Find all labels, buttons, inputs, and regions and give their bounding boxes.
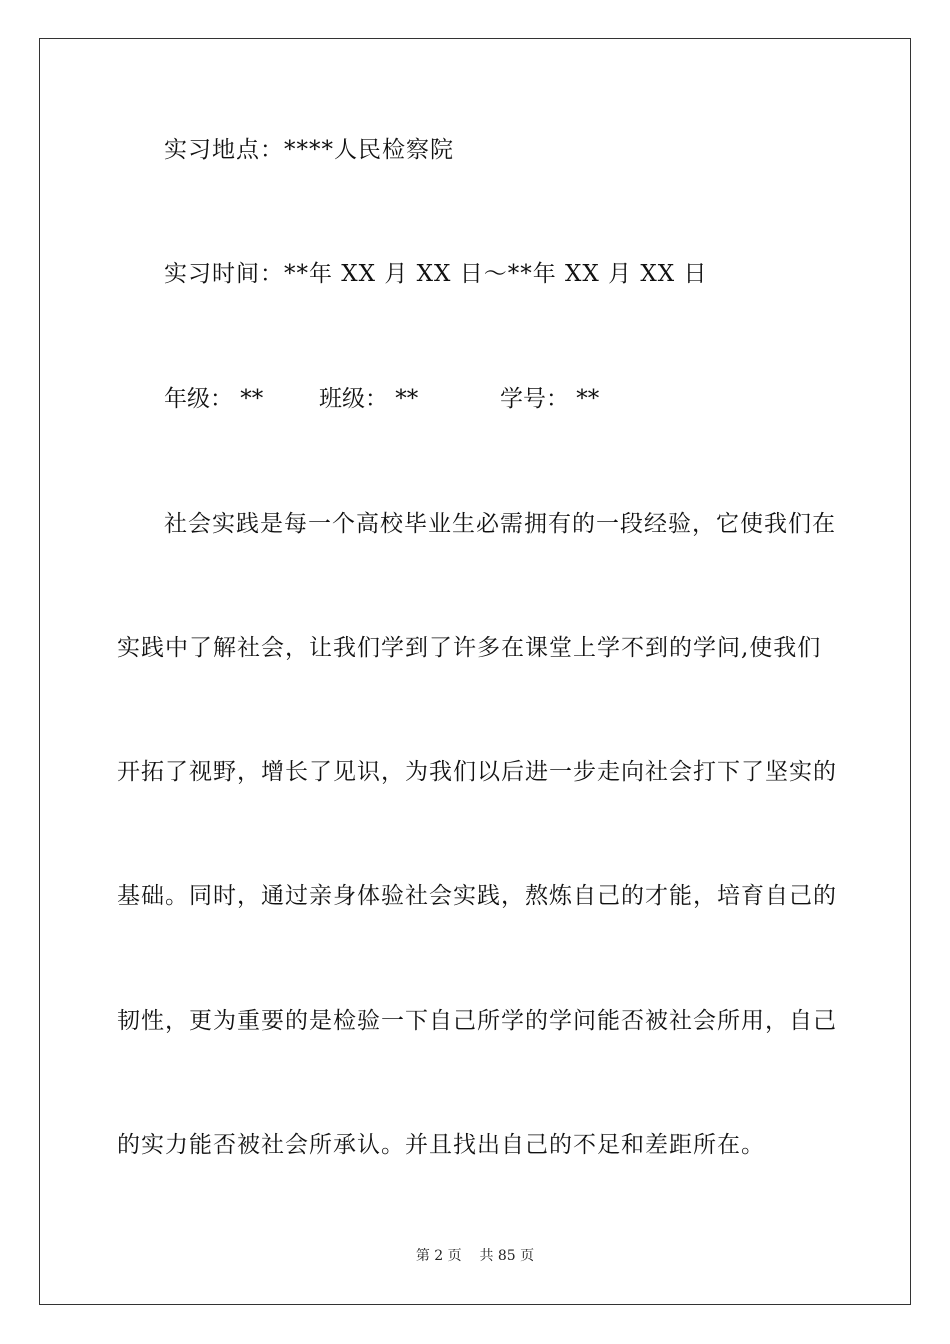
grade-field: 年级： ** xyxy=(164,386,264,412)
internship-location: 实习地点：****人民检察院 xyxy=(164,137,454,163)
page-footer xyxy=(0,1247,950,1265)
paragraph-line: 基础。同时，通过亲身体验社会实践，熬炼自己的才能，培育自己的 xyxy=(117,883,837,909)
page-border xyxy=(39,38,911,1305)
paragraph-line: 实践中了解社会，让我们学到了许多在课堂上学不到的学问,使我们 xyxy=(117,635,822,661)
paragraph-line: 开拓了视野，增长了见识，为我们以后进一步走向社会打下了坚实的 xyxy=(117,759,837,785)
internship-time: 实习时间：**年 XX 月 XX 日～**年 XX 月 XX 日 xyxy=(164,261,708,287)
paragraph-line: 的实力能否被社会所承认。并且找出自己的不足和差距所在。 xyxy=(117,1132,765,1158)
page-number: 第 2 页 xyxy=(415,1248,462,1264)
student-id-field: 学号： ** xyxy=(500,386,600,412)
paragraph-line: 社会实践是每一个高校毕业生必需拥有的一段经验，它使我们在 xyxy=(164,511,836,537)
class-field: 班级： ** xyxy=(319,386,419,412)
total-pages: 共 85 页 xyxy=(479,1248,535,1264)
paragraph-line: 韧性，更为重要的是检验一下自己所学的学问能否被社会所用，自己 xyxy=(117,1008,837,1034)
